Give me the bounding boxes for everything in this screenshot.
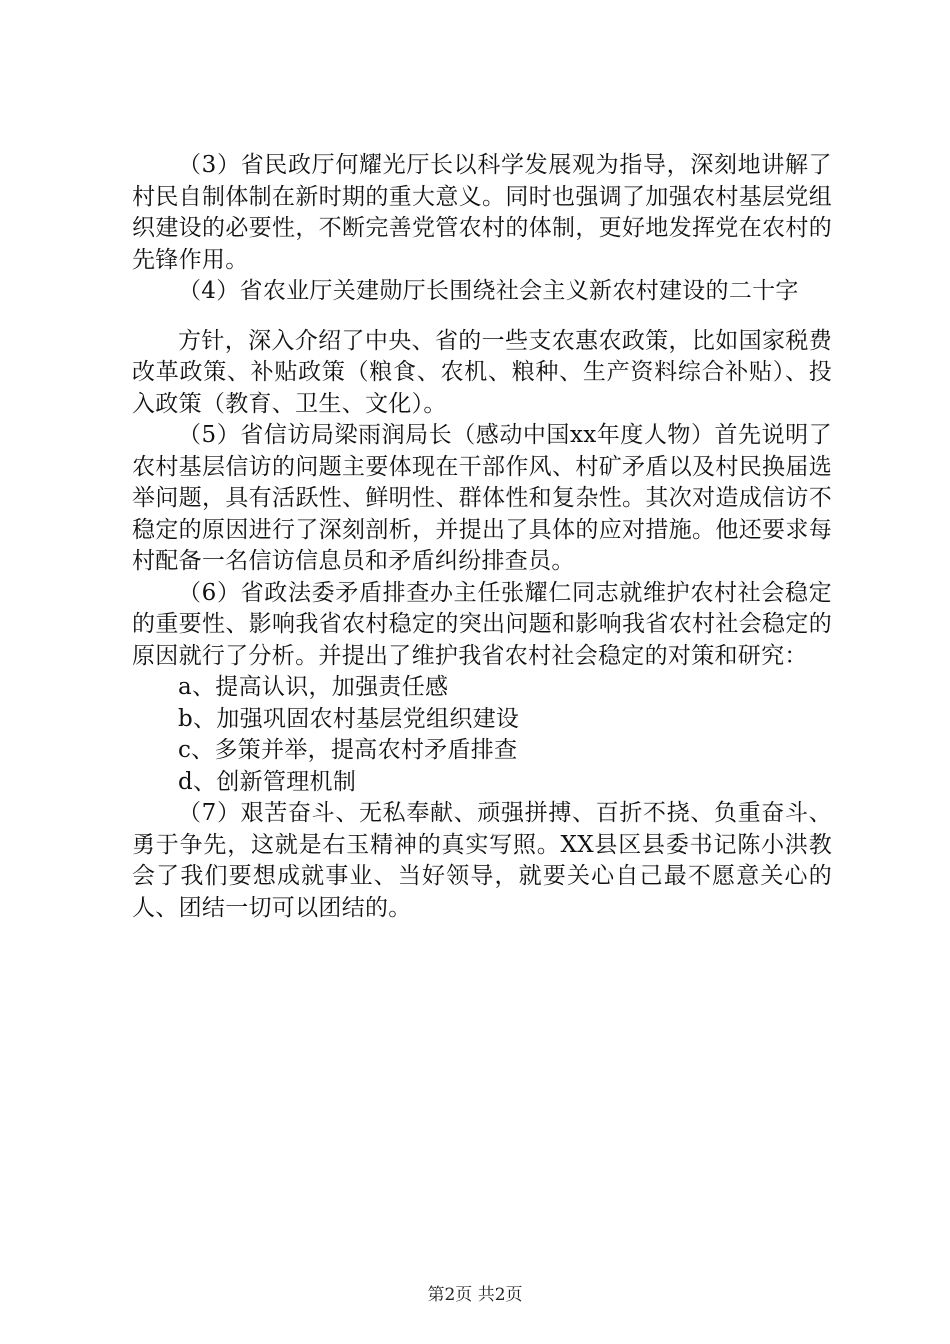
paragraph-7: （7）艰苦奋斗、无私奉献、顽强拼搏、百折不挠、负重奋斗、勇于争先，这就是右玉精神的真实写照。XX县区县委书记陈小洪教会了我们要想成就事业、当好领导，就要关心自己最不愿意关心的人、团结一切可以团结的。 <box>132 800 832 921</box>
paragraph-4-heading: （4）省农业厅关建勋厅长围绕社会主义新农村建设的二十字 <box>178 278 799 304</box>
list-item-c: c、多策并举，提高农村矛盾排查 <box>178 737 518 763</box>
list-item-d: d、创新管理机制 <box>178 768 357 795</box>
page-number-footer: 第2页 共2页 <box>427 1285 523 1305</box>
document-body <box>132 150 832 924</box>
paragraph-4-body: 方针，深入介绍了中央、省的一些支农惠农政策，比如国家税费改革政策、补贴政策（粮食、农机、粮种、生产资料综合补贴）、投入政策（教育、卫生、文化）。 <box>132 327 832 417</box>
list-item-b: b、加强巩固农村基层党组织建设 <box>178 705 520 732</box>
paragraph-3: （3）省民政厅何耀光厅长以科学发展观为指导，深刻地讲解了村民自制体制在新时期的重大意义。同时也强调了加强农村基层党组织建设的必要性，不断完善党管农村的体制，更好地发挥党在农村的先锋作用。 <box>132 152 832 273</box>
list-item-a: a、提高认识，加强责任感 <box>178 674 449 700</box>
paragraph-6: （6）省政法委矛盾排查办主任张耀仁同志就维护农村社会稳定的重要性、影响我省农村稳定的突出问题和影响我省农村社会稳定的原因就行了分析。并提出了维护我省农村社会稳定的对策和研究： <box>132 579 832 669</box>
paragraph-5: （5）省信访局梁雨润局长（感动中国xx年度人物）首先说明了农村基层信访的问题主要体现在干部作风、村矿矛盾以及村民换届选举问题，具有活跃性、鲜明性、群体性和复杂性。其次对造成信访不稳定的原因进行了深刻剖析，并提出了具体的应对措施。他还要求每村配备一名信访信息员和矛盾纠纷排查员。 <box>132 422 832 574</box>
